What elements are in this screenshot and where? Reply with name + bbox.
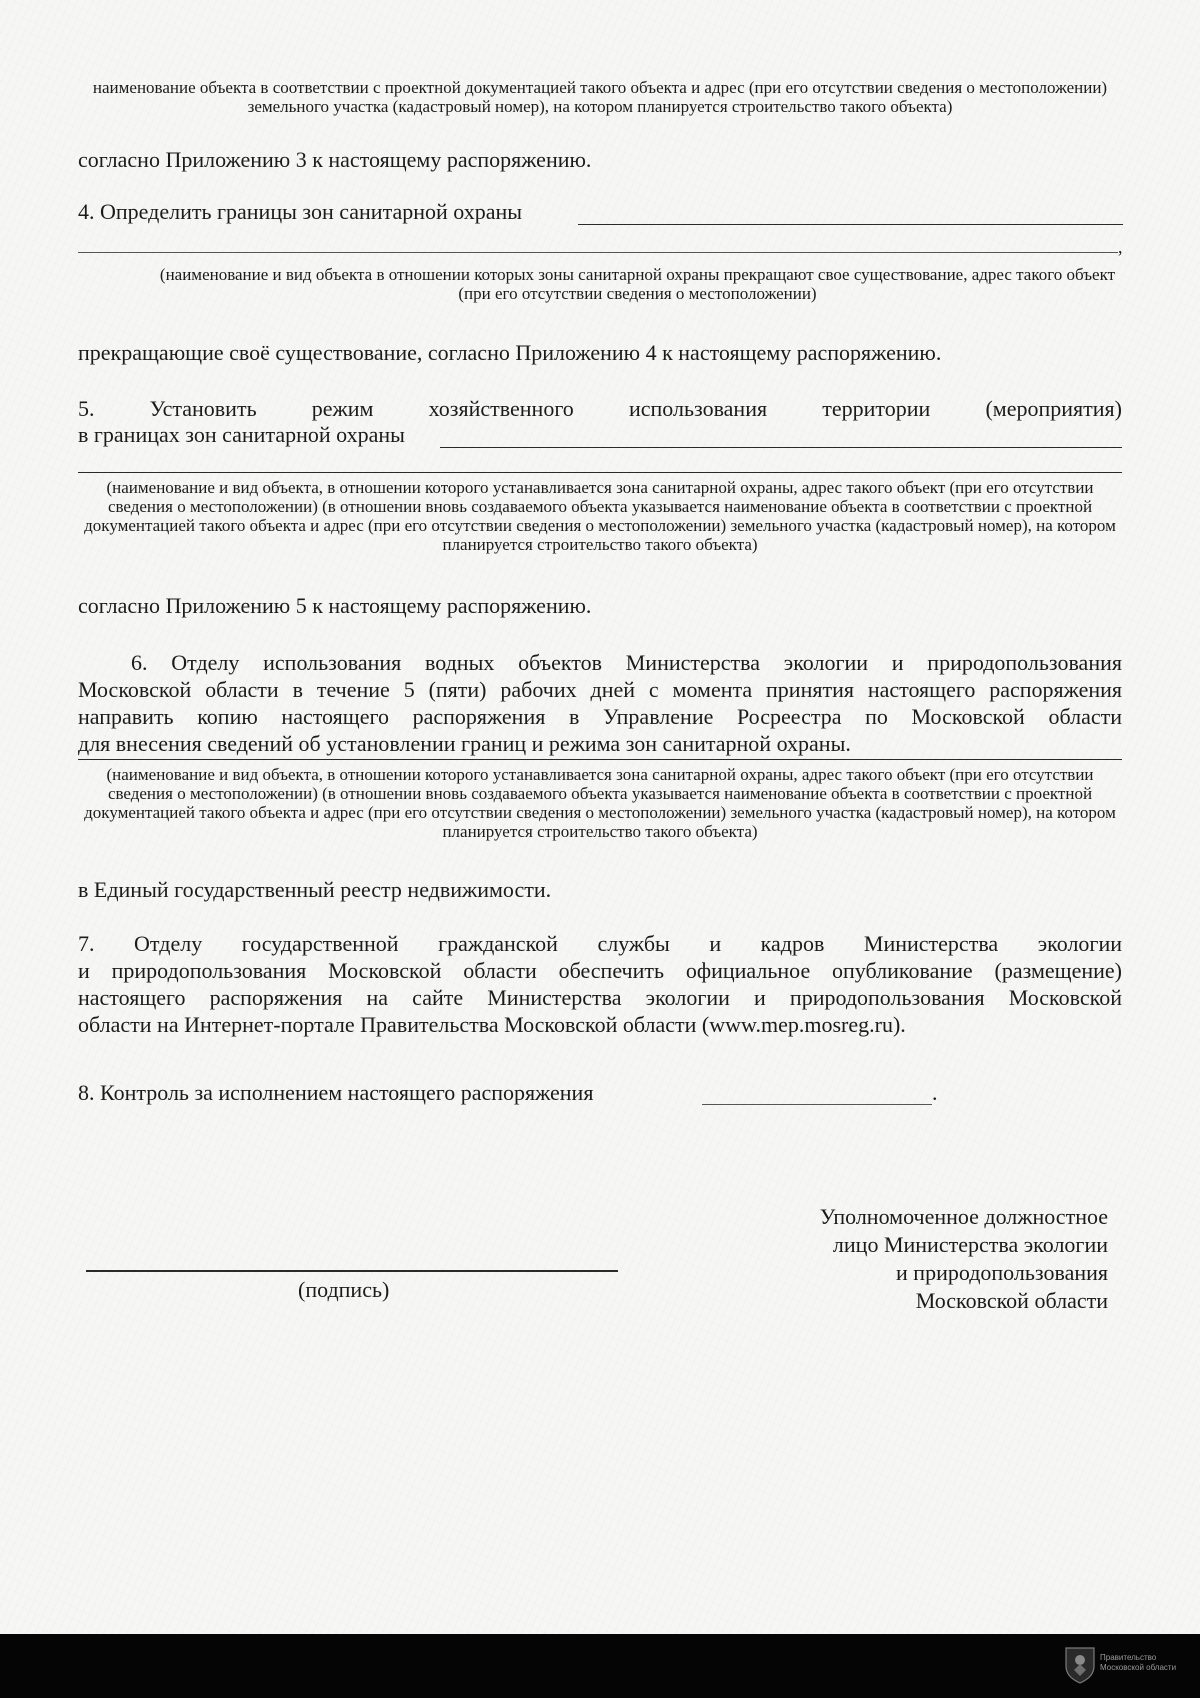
signature-caption: (подпись) <box>298 1277 390 1302</box>
item-6-line-2: Московской области в течение 5 (пяти) рабочих дней с момента принятия настоящего распоряжения <box>78 677 1122 702</box>
item-6-line-3: направить копию настоящего распоряжения в Управление Росреестра по Московской области <box>78 704 1122 729</box>
official-line-3: и природопользования <box>896 1260 1108 1285</box>
fill-line-item-4 <box>578 224 1123 225</box>
item-8-text: 8. Контроль за исполнением настоящего распоряжения <box>78 1080 594 1105</box>
fill-line-item-5 <box>440 447 1122 448</box>
note-object-established-5: (наименование и вид объекта, в отношении которого устанавливается зона санитарной охраны, адрес такого объект (при его отсутствии сведения о местоположении) (в отношении вновь создаваемого объекта указывается наименование объекта в соответствии с проектной документацией такого объекта и адрес (при его отсутствии сведения о местоположении) земельного участка (кадастровый номер), на котором планируется строительство такого объекта) <box>84 478 1116 554</box>
item-7-line-3: настоящего распоряжения на сайте Министерства экологии и природопользования Московской <box>78 985 1122 1010</box>
official-line-1: Уполномоченное должностное <box>819 1204 1108 1229</box>
coat-of-arms-icon <box>1062 1644 1098 1684</box>
item-7-line-1: 7. Отделу государственной гражданской службы и кадров Министерства экологии <box>78 931 1122 956</box>
official-line-4: Московской области <box>915 1288 1108 1313</box>
item-7-line-2: и природопользования Московской области обеспечить официальное опубликование (размещение) <box>78 958 1122 983</box>
note-object-ceasing: (наименование и вид объекта в отношении которых зоны санитарной охраны прекращают свое существование, адрес такого объект (при его отсутствии сведения о местоположении) <box>159 265 1116 303</box>
fill-line-item-8 <box>702 1104 932 1105</box>
text-per-appendix-5: согласно Приложению 5 к настоящему распоряжению. <box>78 593 592 618</box>
fill-line-item-4-second <box>78 252 1118 253</box>
footer-brand <box>1100 1653 1192 1673</box>
footer-brand-line-2: Московской области <box>1100 1663 1177 1672</box>
item-5-line-1: 5. Установить режим хозяйственного использования территории (мероприятия) <box>78 396 1122 421</box>
note-object-established-6: (наименование и вид объекта, в отношении которого устанавливается зона санитарной охраны, адрес такого объект (при его отсутствии сведения о местоположении) (в отношении вновь создаваемого объекта указывается наименование объекта в соответствии с проектной документацией такого объекта и адрес (при его отсутствии сведения о местоположении) земельного участка (кадастровый номер), на котором планируется строительство такого объекта) <box>84 765 1116 841</box>
footer-brand-line-1: Правительство <box>1100 1653 1157 1662</box>
item-7-line-4: области на Интернет-портале Правительства Московской области (www.mep.mosreg.ru). <box>78 1012 906 1037</box>
authorized-official-block <box>728 1203 1108 1315</box>
signature-line <box>86 1270 618 1272</box>
item-6-line-1: 6. Отделу использования водных объектов Министерства экологии и природопользования <box>131 650 1122 675</box>
item-5-line-2: в границах зон санитарной охраны <box>78 422 405 447</box>
item-6-line-4: для внесения сведений об установлении границ и режима зон санитарной охраны. <box>78 731 851 756</box>
text-per-appendix-3: согласно Приложению 3 к настоящему распоряжению. <box>78 147 592 172</box>
comma-mark: , <box>1118 237 1123 257</box>
fill-line-item-6 <box>78 759 1122 760</box>
official-line-2: лицо Министерства экологии <box>832 1232 1108 1257</box>
item-8-period: . <box>932 1080 938 1105</box>
fill-line-item-5-second <box>78 472 1122 473</box>
text-ceasing-appendix-4: прекращающие своё существование, согласно Приложению 4 к настоящему распоряжению. <box>78 340 942 365</box>
text-registry: в Единый государственный реестр недвижимости. <box>78 877 552 902</box>
note-object-description: наименование объекта в соответствии с проектной документацией такого объекта и адрес (при его отсутствии сведения о местоположении) земельного участка (кадастровый номер), на котором планируется строительство такого объекта) <box>92 78 1108 116</box>
footer-bar <box>0 1634 1200 1698</box>
item-4-text: 4. Определить границы зон санитарной охраны <box>78 199 523 224</box>
